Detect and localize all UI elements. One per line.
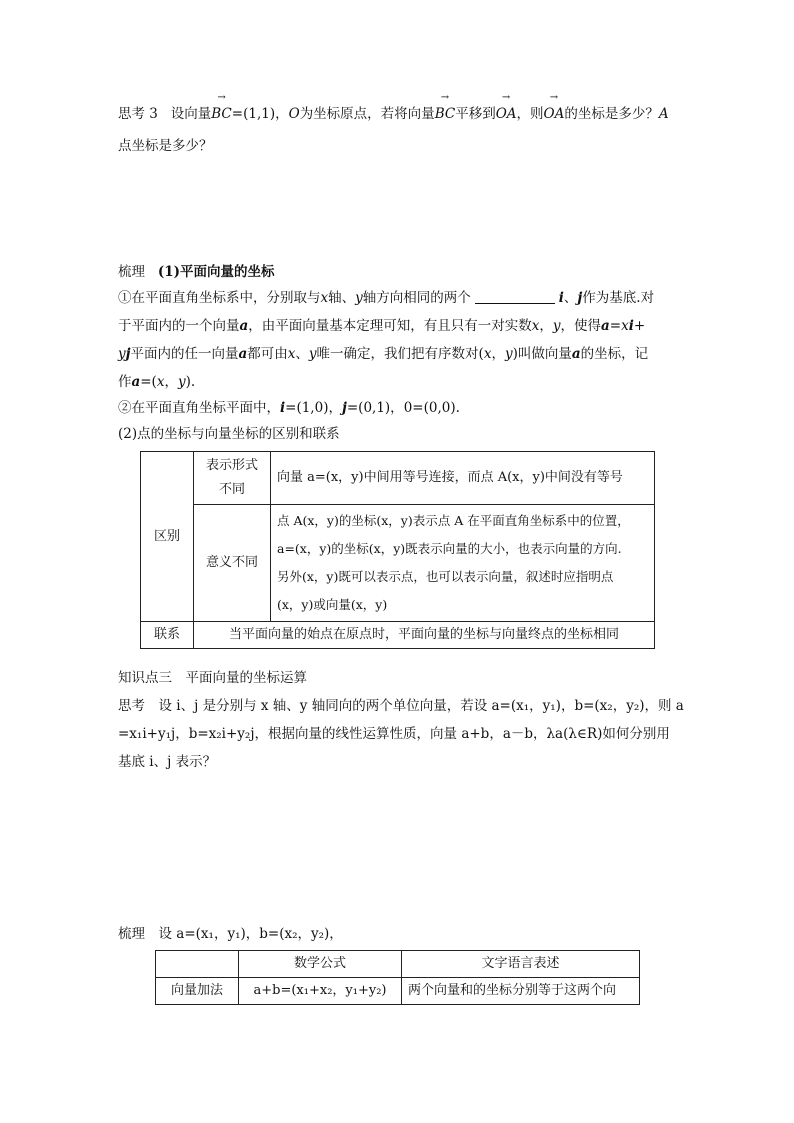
kp3-line2: =x₁i+y₁j，b=x₂i+y₂j，根据向量的线性运算性质，向量 a+b，a－b，λa(λ∈R)如何分别用 — [118, 726, 670, 742]
t2-h3: 文字语言表述 — [402, 951, 640, 978]
link-cell: 联系 — [141, 622, 194, 649]
summary1-title2: (2)点的坐标与向量坐标的区别和联系 — [118, 426, 340, 442]
summary1-p2: 于平面内的一个向量a，由平面向量基本定理可知，有且只有一对实数x，y，使得a=xi+ — [118, 318, 646, 334]
t2-h1 — [156, 951, 239, 978]
t2-r1c2: a+b=(x₁+x₂，y₁+y₂) — [239, 978, 402, 1005]
vector-oa-2: → OA — [544, 104, 565, 124]
kp3-line3: 基底 i、j 表示？ — [118, 754, 217, 770]
form-text-cell: 向量 a=(x，y)中间用等号连接，而点 A(x，y)中间没有等号 — [271, 452, 655, 505]
summary1-title: 梳理 (1)平面向量的坐标 — [118, 264, 275, 280]
summary1-p5: ②在平面直角坐标平面中，i=(1,0)，j=(0,1)，0=(0,0). — [118, 400, 460, 416]
t2-h2: 数学公式 — [239, 951, 402, 978]
kp3-line1: 思考 设 i、j 是分别与 x 轴、y 轴同向的两个单位向量，若设 a=(x₁，y₁)，b=(x₂，y₂)，则 a — [118, 698, 684, 714]
t2-r1c1: 向量加法 — [156, 978, 239, 1005]
fill-blank[interactable] — [475, 289, 555, 304]
summary1-p1: ①在平面直角坐标系中，分别取与x轴、y轴方向相同的两个 i、j作为基底.对 — [118, 290, 655, 306]
meaning-label-cell: 意义不同 — [194, 505, 271, 622]
t2-r1c3: 两个向量和的坐标分别等于这两个向 — [402, 978, 640, 1005]
vector-bc: → BC — [211, 104, 232, 124]
point-vector-table — [140, 451, 655, 649]
diff-cell: 区别 — [141, 452, 194, 622]
think3-line1: 思考 3 设向量→ BC=(1,1)，O为坐标原点，若将向量→ BC平移到→ OA，则→ OA的坐标是多少？A — [118, 104, 669, 124]
form-label-cell: 表示形式 不同 — [194, 452, 271, 505]
meaning-text-cell: 点 A(x，y)的坐标(x，y)表示点 A 在平面直角坐标系中的位置， a=(x，y)的坐标(x，y)既表示向量的大小，也表示向量的方向. 另外(x，y)既可以表示点，也可以表示向量，叙述时应指明点 (x，y)或向量(x，y) — [271, 505, 655, 622]
vector-oa: → OA — [496, 104, 517, 124]
vector-bc-2: → BC — [435, 104, 456, 124]
summary1-p3: yj平面内的任一向量a都可由x、y唯一确定，我们把有序数对(x，y)叫做向量a的坐标，记 — [118, 346, 649, 362]
kp3-title: 知识点三 平面向量的坐标运算 — [118, 670, 307, 686]
summary2-text: 梳理 设 a=(x₁，y₁)，b=(x₂，y₂)， — [118, 926, 343, 942]
summary1-p4: 作a=(x，y). — [118, 374, 196, 390]
think3-line2: 点坐标是多少？ — [118, 138, 213, 154]
link-text-cell: 当平面向量的始点在原点时，平面向量的坐标与向量终点的坐标相同 — [194, 622, 655, 649]
coordinate-ops-table — [155, 950, 640, 1005]
